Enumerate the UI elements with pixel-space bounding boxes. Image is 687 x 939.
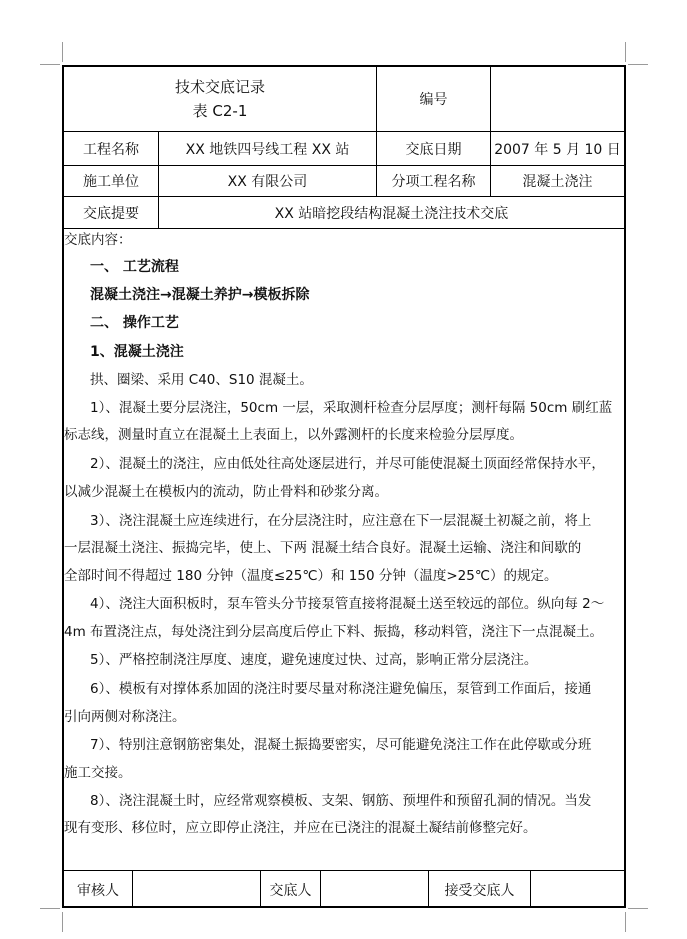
process-flow: 混凝土浇注→混凝土养护→模板拆除	[90, 287, 310, 303]
section-heading-operation: 二、 操作工艺	[90, 315, 179, 331]
content-line: 全部时间不得超过 180 分钟（温度≤25℃）和 150 分钟（温度>25℃）的规定。	[64, 568, 558, 584]
content-line: 4）、浇注大面积板时，泵车管头分节接泵管直接将混凝土送至较远的部位。纵向每 2～	[90, 596, 605, 612]
content-line: 现有变形、移位时，应立即停止浇注，并应在已浇注的混凝土凝结前修整完好。	[64, 820, 537, 836]
content-line: 施工交接。	[64, 765, 132, 781]
crop-mark-bottom-right-h	[628, 908, 648, 909]
content-intro: 交底内容：	[64, 232, 132, 248]
form-number: 表 C2-1	[192, 102, 248, 120]
discloser-value	[321, 871, 428, 908]
disclosure-date-label: 交底日期	[405, 141, 462, 158]
content-line: 5）、严格控制浇注厚度、速度，避免速度过快、过高，影响正常分层浇注。	[90, 652, 538, 668]
crop-mark-bottom-right-v	[625, 912, 626, 932]
content-line: 标志线，测量时直立在混凝土上表面上，以外露测杆的长度来检验分层厚度。	[64, 427, 523, 443]
rule-row3-bottom	[62, 228, 626, 229]
disclosure-date-value: 2007 年 5 月 10 日	[494, 141, 621, 158]
construction-unit-value: XX 有限公司	[227, 174, 308, 190]
construction-unit-label: 施工单位	[83, 174, 139, 190]
crop-mark-top-right-v	[625, 42, 626, 62]
crop-mark-bottom-left-v	[62, 912, 63, 932]
content-line: 4m 布置浇注点，每处浇注到分层高度后停止下料、振捣，移动料管，浇注下一点混凝土。	[64, 624, 604, 640]
content-line: 1）、混凝土要分层浇注，50cm 一层，采取测杆检查分层厚度；测杆每隔 50cm 刷红蓝	[90, 400, 613, 416]
summary-value: XX 站暗挖段结构混凝土浇注技术交底	[274, 205, 509, 222]
content-line: 2）、混凝土的浇注，应由低处往高处逐层进行，并尽可能使混凝土顶面经常保持水平，	[90, 456, 605, 472]
receiver-value	[531, 871, 624, 908]
summary-label: 交底提要	[83, 205, 139, 222]
sub-project-value: 混凝土浇注	[522, 174, 593, 190]
crop-mark-top-left-h	[40, 64, 60, 65]
sub-project-label: 分项工程名称	[391, 174, 476, 190]
crop-mark-top-right-h	[628, 64, 648, 65]
reviewer-label: 审核人	[77, 882, 119, 899]
content-line: 一层混凝土浇注、振捣完毕，使上、下两 混凝土结合良好。混凝土运输、浇注和间歇的	[64, 540, 582, 556]
content-line: 拱、圈梁、采用 C40、S10 混凝土。	[90, 372, 313, 388]
content-line: 3）、浇注混凝土应连续进行，在分层浇注时，应注意在下一层混凝土初凝之前，将上	[90, 513, 592, 529]
crop-mark-bottom-left-h	[40, 908, 60, 909]
content-line: 6）、模板有对撑体系加固的浇注时要尽量对称浇注避免偏压，泵管到工作面后，接通	[90, 681, 592, 697]
project-name-value: XX 地铁四号线工程 XX 站	[185, 141, 350, 158]
subsection-heading-pouring: 1、混凝土浇注	[90, 344, 184, 360]
receiver-label: 接受交底人	[444, 882, 515, 899]
crop-mark-top-left-v	[62, 42, 63, 62]
project-name-label: 工程名称	[83, 141, 139, 158]
form-title: 技术交底记录	[174, 78, 265, 96]
content-line: 7）、特别注意钢筋密集处，混凝土振捣要密实，尽可能避免浇注工作在此停歇或分班	[90, 737, 592, 753]
content-line: 以减少混凝土在模板内的流动，防止骨料和砂浆分离。	[64, 484, 388, 500]
number-value	[491, 67, 624, 131]
discloser-label: 交底人	[269, 882, 312, 899]
number-label: 编号	[419, 92, 448, 108]
content-line: 引向两侧对称浇注。	[64, 709, 186, 725]
content-line: 8）、浇注混凝土时，应经常观察模板、支架、钢筋、预埋件和预留孔洞的情况。当发	[90, 793, 592, 809]
form-title-block	[64, 67, 376, 131]
section-heading-process: 一、 工艺流程	[90, 259, 179, 275]
reviewer-value	[133, 871, 260, 908]
